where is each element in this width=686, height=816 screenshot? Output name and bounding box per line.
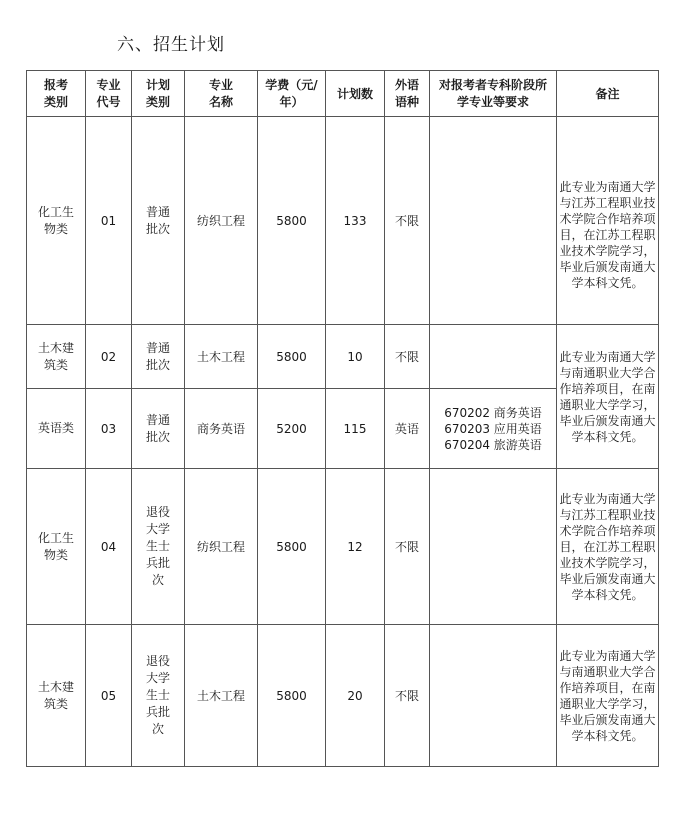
cell-note: 此专业为南通大学与江苏工程职业技术学院合作培养项目，在江苏工程职业技术学院学习，毕业后颁发南通大学本科文凭。 <box>557 117 659 325</box>
cell-language: 不限 <box>385 325 430 389</box>
requirement-line: 670203 应用英语 <box>444 421 542 436</box>
cell-category: 化工生物类 <box>27 117 86 325</box>
cell-major: 纺织工程 <box>185 117 258 325</box>
header-major: 专业名称 <box>185 71 258 117</box>
header-plan-type: 计划类别 <box>132 71 185 117</box>
cell-plan-type: 退役大学生士兵批次 <box>132 469 185 625</box>
cell-quota: 10 <box>326 325 385 389</box>
cell-plan-type: 普通批次 <box>132 389 185 469</box>
cell-code: 04 <box>86 469 132 625</box>
cell-language: 英语 <box>385 389 430 469</box>
cell-code: 01 <box>86 117 132 325</box>
cell-plan-type: 退役大学生士兵批次 <box>132 625 185 767</box>
cell-major: 纺织工程 <box>185 469 258 625</box>
cell-major: 土木工程 <box>185 325 258 389</box>
requirement-line: 670204 旅游英语 <box>444 437 542 452</box>
cell-tuition: 5800 <box>258 625 326 767</box>
header-tuition: 学费（元/年） <box>258 71 326 117</box>
header-code: 专业代号 <box>86 71 132 117</box>
cell-quota: 12 <box>326 469 385 625</box>
enrollment-plan-table <box>26 70 659 767</box>
table-row <box>27 625 659 767</box>
header-requirement: 对报考者专科阶段所学专业等要求 <box>430 71 557 117</box>
cell-category: 化工生物类 <box>27 469 86 625</box>
cell-tuition: 5200 <box>258 389 326 469</box>
table-row <box>27 325 659 389</box>
cell-language: 不限 <box>385 117 430 325</box>
table-row <box>27 117 659 325</box>
header-note: 备注 <box>557 71 659 117</box>
cell-quota: 115 <box>326 389 385 469</box>
cell-note: 此专业为南通大学与南通职业大学合作培养项目，在南通职业大学学习，毕业后颁发南通大学本科文凭。 <box>557 625 659 767</box>
header-category: 报考类别 <box>27 71 86 117</box>
cell-tuition: 5800 <box>258 117 326 325</box>
cell-requirement <box>430 389 557 469</box>
cell-plan-type: 普通批次 <box>132 325 185 389</box>
cell-requirement <box>430 325 557 389</box>
cell-code: 03 <box>86 389 132 469</box>
header-language: 外语语种 <box>385 71 430 117</box>
cell-language: 不限 <box>385 469 430 625</box>
cell-requirement <box>430 625 557 767</box>
cell-quota: 20 <box>326 625 385 767</box>
cell-note: 此专业为南通大学与江苏工程职业技术学院合作培养项目，在江苏工程职业技术学院学习，毕业后颁发南通大学本科文凭。 <box>557 469 659 625</box>
cell-code: 02 <box>86 325 132 389</box>
cell-major: 商务英语 <box>185 389 258 469</box>
table-header-row <box>27 71 659 117</box>
cell-category: 土木建筑类 <box>27 625 86 767</box>
section-title: 六、招生计划 <box>117 35 225 55</box>
cell-requirement <box>430 117 557 325</box>
cell-quota: 133 <box>326 117 385 325</box>
cell-tuition: 5800 <box>258 325 326 389</box>
cell-requirement <box>430 469 557 625</box>
cell-code: 05 <box>86 625 132 767</box>
cell-plan-type: 普通批次 <box>132 117 185 325</box>
cell-major: 土木工程 <box>185 625 258 767</box>
requirement-line: 670202 商务英语 <box>444 405 542 420</box>
table-row <box>27 469 659 625</box>
cell-tuition: 5800 <box>258 469 326 625</box>
cell-note-merged: 此专业为南通大学与南通职业大学合作培养项目，在南通职业大学学习，毕业后颁发南通大学本科文凭。 <box>557 325 659 469</box>
cell-category: 土木建筑类 <box>27 325 86 389</box>
header-quota: 计划数 <box>326 71 385 117</box>
cell-category: 英语类 <box>27 389 86 469</box>
cell-language: 不限 <box>385 625 430 767</box>
